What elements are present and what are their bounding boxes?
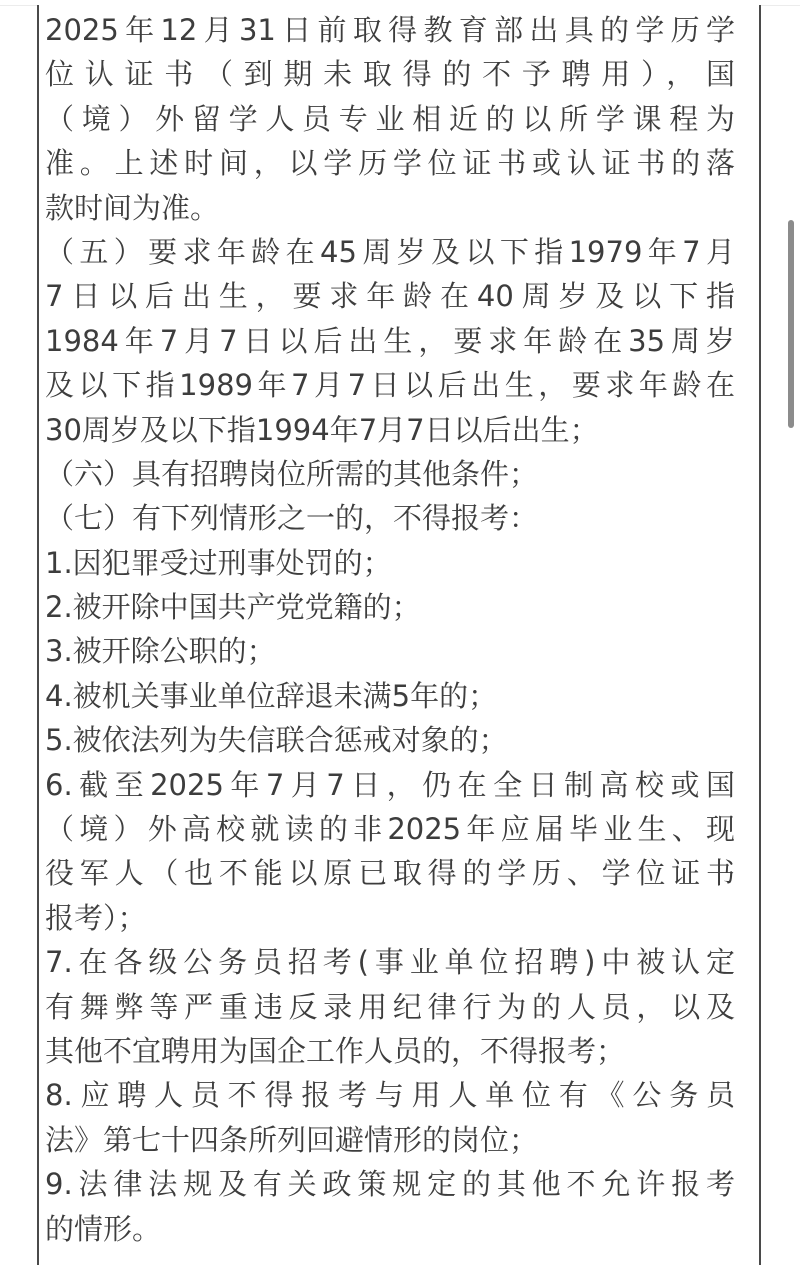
text-line: （境）外留学人员专业相近的以所学课程为: [45, 101, 735, 136]
text-line: （六）具有招聘岗位所需的其他条件；: [45, 456, 539, 491]
text-line: 7日以后出生，要求年龄在40周岁及以下指: [45, 279, 735, 314]
text-line: 及以下指1989年7月7日以后出生，要求年龄在: [45, 368, 735, 403]
text-line: 的情形。: [45, 1211, 162, 1246]
vertical-scrollbar[interactable]: [788, 220, 794, 428]
text-line: 9.法律法规及有关政策规定的其他不允许报考: [45, 1167, 735, 1202]
text-line: 2025年12月31日前取得教育部出具的学历学: [45, 13, 735, 47]
text-line: 有舞弊等严重违反录用纪律行为的人员，以及: [45, 989, 735, 1024]
text-line: 30周岁及以下指1994年7月7日以后出生；: [45, 412, 599, 447]
text-line: 2.被开除中国共产党党籍的；: [45, 590, 421, 625]
document-page: [37, 5, 761, 1265]
text-line: 款时间为准。: [45, 190, 220, 225]
text-line: 1984年7月7日以后出生，要求年龄在35周岁: [45, 323, 735, 358]
text-line: 准。上述时间，以学历学位证书或认证书的落: [45, 146, 735, 181]
text-line: （境）外高校就读的非2025年应届毕业生、现: [45, 812, 735, 847]
text-line: （七）有下列情形之一的，不得报考：: [45, 501, 539, 536]
text-line: 其他不宜聘用为国企工作人员的，不得报考；: [45, 1033, 626, 1068]
text-line: 位认证书（到期未取得的不予聘用），国: [45, 57, 735, 92]
text-line: 5.被依法列为失信联合惩戒对象的；: [45, 723, 508, 758]
text-line: 法》第七十四条所列回避情形的岗位；: [45, 1122, 539, 1157]
text-line: 4.被机关事业单位辞退未满5年的；: [45, 678, 498, 713]
text-line: 6.截至2025年7月7日，仍在全日制高校或国: [45, 767, 735, 802]
text-line: 3.被开除公职的；: [45, 634, 276, 669]
text-line: 报考）；: [45, 900, 147, 935]
document-body: [45, 8, 735, 1251]
text-line: 8.应聘人员不得报考与用人单位有《公务员: [45, 1078, 735, 1113]
text-line: 1.因犯罪受过刑事处罚的；: [45, 545, 392, 580]
text-line: 7.在各级公务员招考(事业单位招聘)中被认定: [45, 945, 735, 980]
text-line: （五）要求年龄在45周岁及以下指1979年7月: [45, 234, 735, 269]
text-line: 役军人（也不能以原已取得的学历、学位证书: [45, 856, 735, 891]
